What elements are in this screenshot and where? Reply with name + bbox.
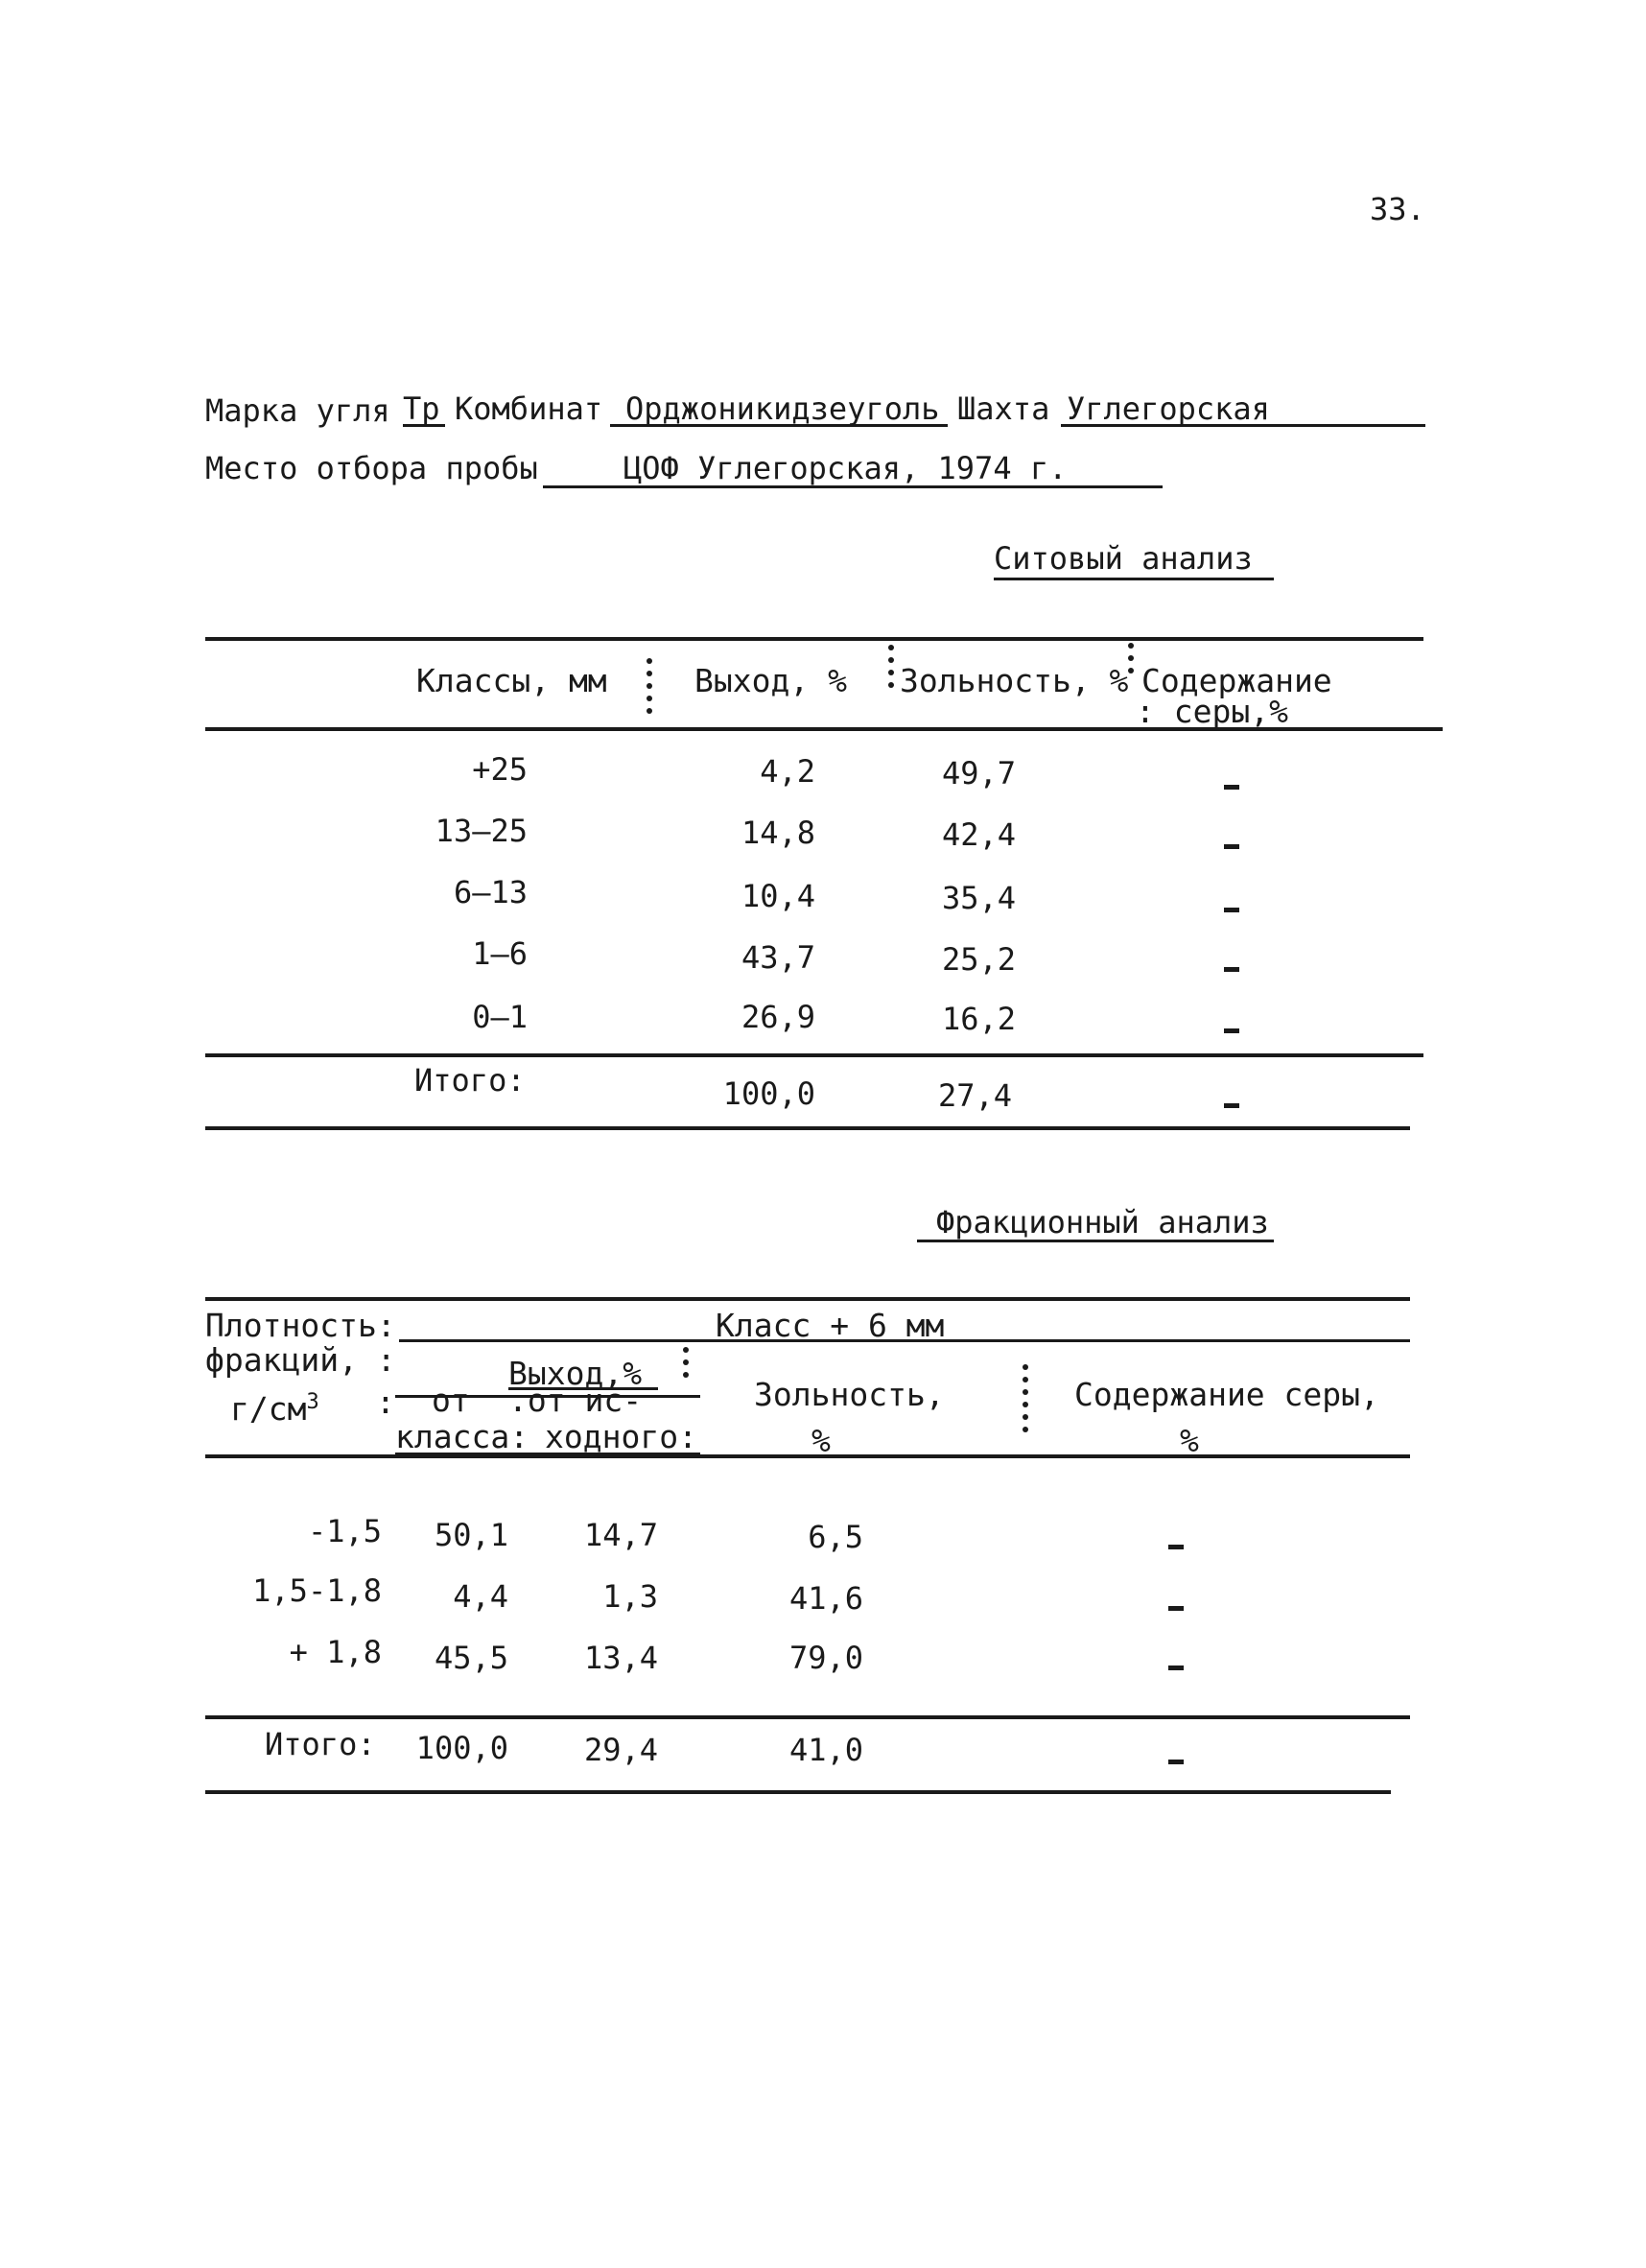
- fraction-header-density-2: фракций, :: [205, 1341, 396, 1379]
- sieve-top-rule: [205, 637, 1423, 641]
- fraction-ash: 6,5: [808, 1519, 863, 1555]
- sieve-ash: 42,4: [942, 816, 1017, 853]
- fraction-total-sulfur: [1168, 1760, 1184, 1764]
- sieve-sulfur: [1224, 844, 1239, 849]
- sieve-header-rule: [205, 727, 1443, 731]
- fraction-sulfur: [1168, 1606, 1184, 1611]
- sieve-yield: 4,2: [760, 753, 815, 790]
- brand-underline: [403, 424, 445, 427]
- fraction-header-class: Класс + 6 мм: [716, 1307, 945, 1344]
- sieve-total-yield: 100,0: [722, 1075, 815, 1112]
- fraction-header-ash: Зольность,: [754, 1376, 945, 1413]
- fraction-header-density-1: Плотность:: [205, 1307, 396, 1344]
- fraction-total-ash: 41,0: [788, 1732, 863, 1768]
- sieve-header-separator-3: [1128, 643, 1134, 680]
- fraction-header-colon: :: [376, 1383, 395, 1421]
- sieve-header-class: Классы, мм: [416, 662, 607, 699]
- fraction-header-ash-unit: %: [811, 1422, 831, 1459]
- sieve-total-label: Итого:: [414, 1062, 526, 1099]
- fraction-bottom-rule: [205, 1790, 1391, 1794]
- place-value: ЦОФ Углегорская, 1974 г.: [623, 450, 1068, 486]
- sieve-yield: 26,9: [741, 999, 815, 1035]
- combine-value: Орджоникидзеуголь: [625, 390, 940, 427]
- fraction-title: Фракционный анализ: [936, 1204, 1269, 1240]
- fraction-total-from-source: 29,4: [583, 1732, 658, 1768]
- fraction-total-from-class: 100,0: [415, 1730, 508, 1766]
- combine-label: Комбинат: [455, 390, 603, 427]
- mine-label: Шахта: [957, 390, 1050, 427]
- sieve-header-sulfur: Содержание: [1141, 662, 1332, 699]
- fraction-from-source: 14,7: [583, 1517, 658, 1553]
- fraction-header-rule: [205, 1454, 1410, 1458]
- fraction-ash: 41,6: [788, 1580, 863, 1617]
- fraction-header-class-rule: [706, 1339, 1410, 1342]
- sieve-ash: 49,7: [942, 755, 1017, 791]
- fraction-header-sulfur: Содержание серы,: [1074, 1376, 1379, 1413]
- fraction-density: 1,5-1,8: [252, 1572, 382, 1609]
- sieve-header-yield: Выход, %: [694, 662, 847, 699]
- fraction-header-sulfur-unit: %: [1180, 1422, 1199, 1459]
- fraction-header-from-class: от: [432, 1382, 470, 1419]
- sieve-total-rule: [205, 1053, 1423, 1057]
- sieve-yield: 43,7: [741, 939, 815, 976]
- fraction-density: + 1,8: [289, 1634, 382, 1670]
- fraction-top-rule: [205, 1297, 1410, 1301]
- mine-value: Углегорская: [1067, 390, 1270, 427]
- sieve-title: Ситовый анализ: [994, 540, 1253, 577]
- fraction-header-density-3: $г/см^3$: [230, 1390, 319, 1428]
- fraction-ash: 79,0: [788, 1640, 863, 1676]
- fraction-density: -1,5: [307, 1513, 382, 1549]
- sieve-ash: 25,2: [942, 941, 1017, 978]
- fraction-from-source: 13,4: [583, 1640, 658, 1676]
- sieve-sulfur: [1224, 967, 1239, 972]
- mine-underline: [1061, 424, 1425, 427]
- brand-value: Тр: [403, 390, 440, 427]
- fraction-from-class: 4,4: [453, 1578, 508, 1615]
- fraction-header-yield: Выход,%: [508, 1355, 643, 1392]
- fraction-from-class: 45,5: [434, 1640, 508, 1676]
- fraction-title-underline: [917, 1240, 1274, 1242]
- sieve-bottom-rule: [205, 1126, 1410, 1130]
- fraction-header-class-word: класса:: [395, 1418, 529, 1455]
- sieve-yield: 10,4: [741, 878, 815, 914]
- sieve-title-underline: [994, 578, 1274, 580]
- sieve-header-separator-1: [647, 658, 652, 721]
- sieve-class: 1–6: [472, 935, 528, 972]
- sieve-ash: 16,2: [942, 1001, 1017, 1037]
- sieve-header-ash: Зольность, %: [900, 662, 1129, 699]
- page-number: 33.: [1370, 191, 1425, 227]
- fraction-header-density-line: [399, 1339, 706, 1342]
- fraction-header-separator-1: [683, 1347, 689, 1384]
- sieve-sulfur: [1224, 785, 1239, 790]
- fraction-total-label: Итого:: [265, 1726, 376, 1762]
- brand-label: Марка угля: [205, 392, 390, 429]
- sieve-yield: 14,8: [741, 815, 815, 851]
- sieve-total-ash: 27,4: [938, 1077, 1013, 1114]
- sieve-header-separator-2: [888, 645, 894, 695]
- sieve-class: 6–13: [453, 874, 528, 910]
- fraction-sulfur: [1168, 1545, 1184, 1549]
- sieve-sulfur: [1224, 1028, 1239, 1033]
- fraction-header-from-source: .от ис-: [508, 1382, 643, 1419]
- sieve-class: 0–1: [472, 999, 528, 1035]
- combine-underline: [610, 424, 948, 427]
- sieve-sulfur: [1224, 908, 1239, 912]
- place-underline: [543, 485, 1163, 488]
- fraction-header-source-word: ходного:: [545, 1418, 697, 1455]
- place-label: Место отбора пробы: [205, 450, 538, 486]
- fraction-header-separator-2: [1023, 1364, 1028, 1439]
- sieve-total-sulfur: [1224, 1103, 1239, 1108]
- sieve-ash: 35,4: [942, 880, 1017, 916]
- sieve-class: 13–25: [435, 813, 528, 849]
- sieve-header-sulfur-unit: : серы,%: [1136, 693, 1288, 730]
- fraction-from-class: 50,1: [434, 1517, 508, 1553]
- sieve-class: +25: [472, 751, 528, 788]
- fraction-from-source: 1,3: [602, 1578, 658, 1615]
- fraction-total-rule: [205, 1715, 1410, 1719]
- fraction-sulfur: [1168, 1666, 1184, 1670]
